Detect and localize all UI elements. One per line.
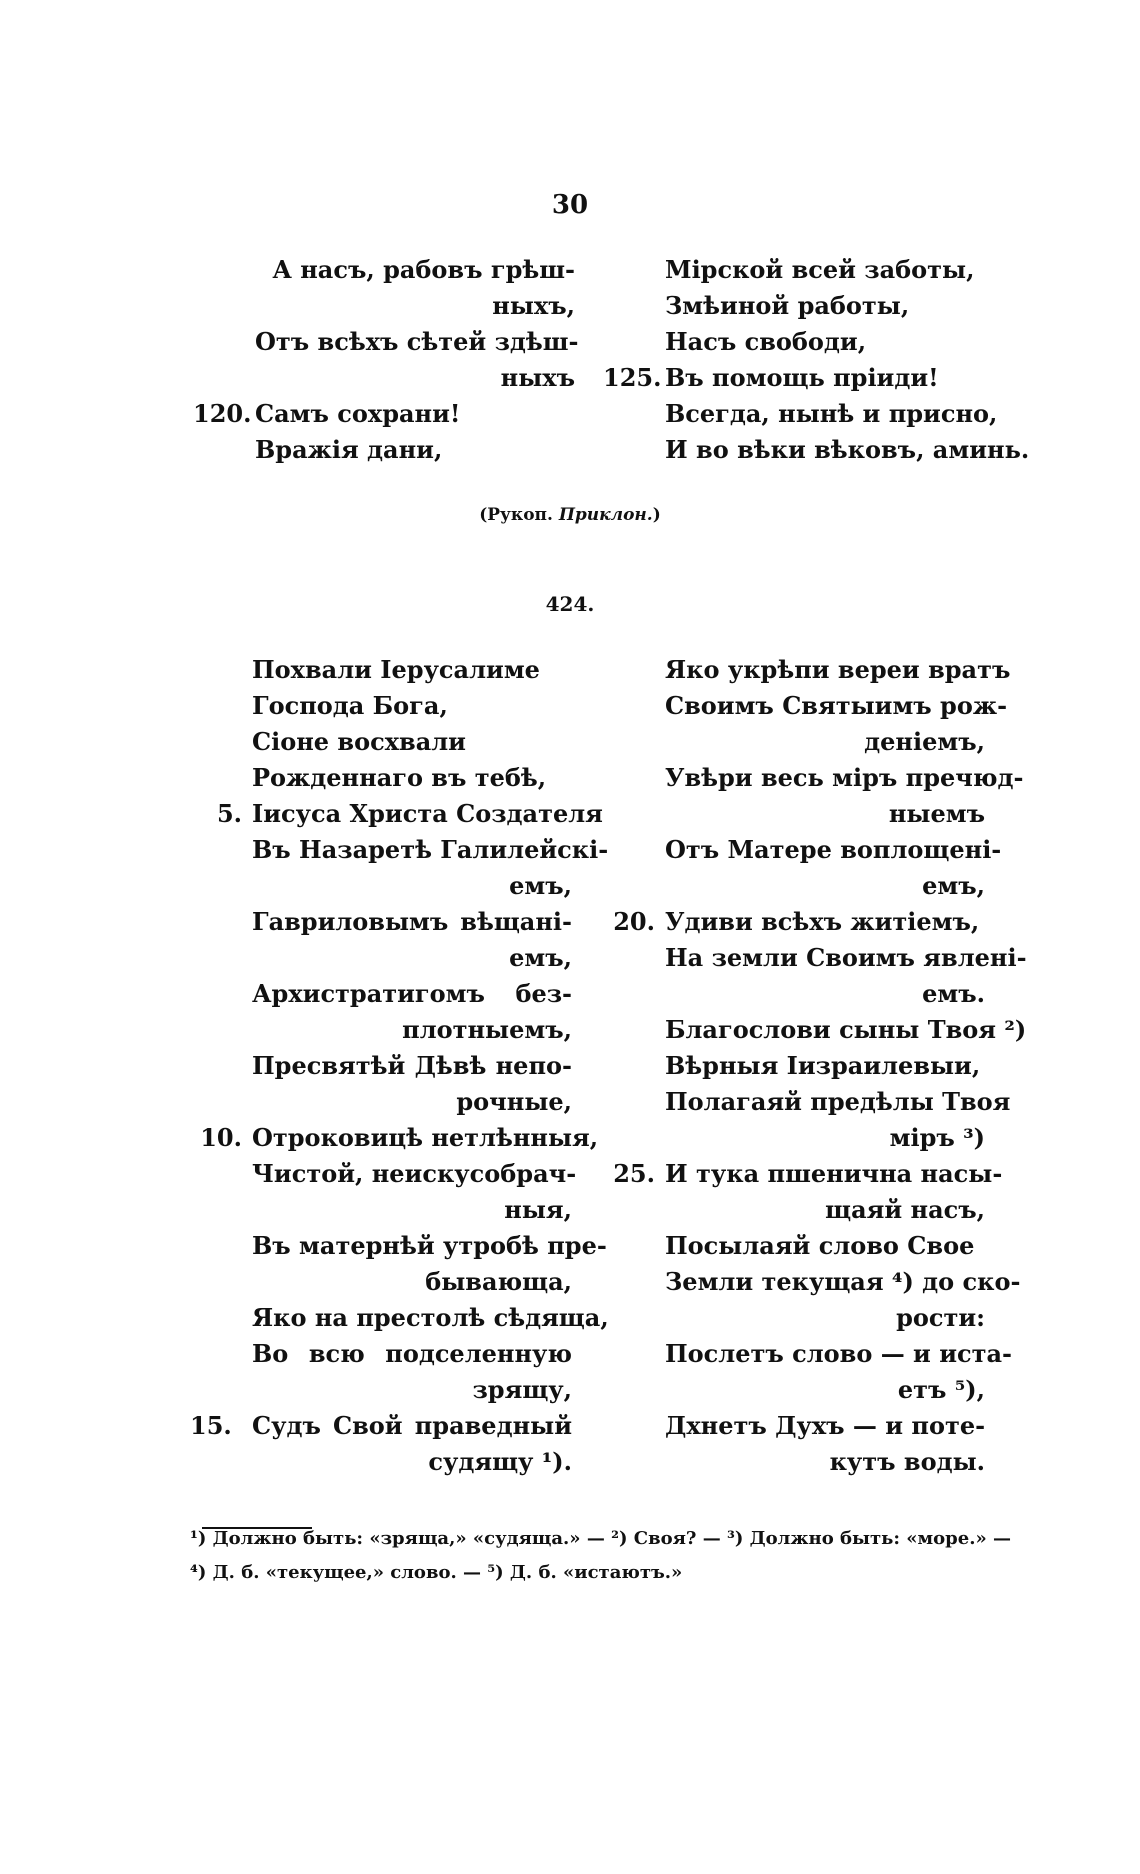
verse-line [252, 1300, 609, 1336]
verse-text: рости: [896, 1303, 985, 1332]
verse-text: Самъ сохрани! [255, 399, 461, 428]
verse-line [665, 1192, 985, 1228]
verse-text: Отъ всѣхъ сѣтей здѣш- [255, 327, 579, 356]
poem-number: 424. [545, 592, 595, 616]
verse-text: Господа Бога, [252, 691, 448, 720]
page-number: 30 [551, 190, 589, 220]
verse-line [665, 1084, 1011, 1120]
source-name: Приклон. [558, 505, 653, 525]
verse-text: ныя, [504, 1195, 572, 1224]
verse-line [613, 1156, 1003, 1192]
verse-text: Увѣри весь міръ пречюд- [665, 763, 1024, 792]
verse-text: Рожденнаго въ тебѣ, [252, 763, 547, 792]
verse-text: Отъ Матере воплощені- [665, 835, 1002, 864]
verse-line [255, 360, 575, 396]
verse-text: Отроковицѣ нетлѣнныя, [252, 1123, 599, 1152]
verse-text: етъ ⁵), [897, 1375, 985, 1404]
verse-line [665, 724, 985, 760]
verse-text: Похвали Іерусалиме [252, 655, 540, 684]
source-prefix: (Рукоп. [479, 505, 553, 525]
verse-line [665, 1300, 985, 1336]
verse-line [665, 868, 985, 904]
verse-line [665, 1048, 985, 1084]
verse-line [255, 432, 575, 468]
verse-line [252, 1264, 572, 1300]
verse-text: кутъ воды. [829, 1447, 985, 1476]
line-number: 20. [613, 907, 655, 936]
verse-text: Пресвятѣй Дѣвѣ непо- [252, 1051, 572, 1080]
verse-line [665, 324, 985, 360]
verse-text: Архистратигомъ без- [252, 979, 572, 1008]
verse-line [190, 1408, 572, 1444]
verse-text: Посылаяй слово Свое [665, 1231, 975, 1260]
verse-text: А насъ, рабовъ грѣш- [272, 255, 575, 284]
line-number: 15. [190, 1411, 232, 1440]
verse-line [665, 1372, 985, 1408]
verse-line [665, 396, 998, 432]
verse-text: Змѣиной работы, [665, 291, 910, 320]
verse-line [665, 1444, 985, 1480]
verse-line [193, 396, 575, 432]
verse-text: Дхнетъ Духъ — и поте- [665, 1411, 986, 1440]
verse-text: Насъ свободи, [665, 327, 867, 356]
verse-line [665, 288, 985, 324]
verse-text: емъ. [922, 979, 985, 1008]
line-number: 5. [216, 799, 242, 828]
source-suffix: ) [652, 505, 661, 525]
verse-line [665, 688, 1008, 724]
verse-line [665, 832, 1002, 868]
verse-line [252, 940, 572, 976]
verse-text: Во всю подселенную [252, 1339, 572, 1368]
verse-line [613, 904, 985, 940]
verse-text: Яко на престолѣ сѣдяща, [252, 1303, 609, 1332]
verse-text: На земли Своимъ явлені- [665, 943, 1027, 972]
verse-text: Благослови сыны Твоя ²) [665, 1015, 1027, 1044]
verse-text: Въ Назаретѣ Галилейскі- [252, 835, 609, 864]
verse-line [252, 652, 572, 688]
verse-text: Яко укрѣпи вереи вратъ [665, 655, 1011, 684]
verse-line [665, 1120, 985, 1156]
verse-line [665, 760, 1024, 796]
verse-text: Своимъ Святыимъ рож- [665, 691, 1008, 720]
verse-text: Послетъ слово — и иста- [665, 1339, 1013, 1368]
verse-text: Удиви всѣхъ житіемъ, [665, 907, 980, 936]
verse-text: Въ матернѣй утробѣ пре- [252, 1231, 607, 1260]
verse-text: Всегда, нынѣ и присно, [665, 399, 998, 428]
verse-line [252, 1192, 572, 1228]
verse-text: деніемъ, [864, 727, 985, 756]
top-poem-left-column [193, 252, 579, 468]
verse-line [665, 940, 1027, 976]
line-number: 25. [613, 1159, 655, 1188]
verse-line [252, 724, 572, 760]
verse-text: Вѣрныя Іизраилевыи, [665, 1051, 981, 1080]
verse-text: Іисуса Христа Создателя [252, 799, 603, 828]
verse-line [252, 1336, 572, 1372]
source-citation [0, 505, 1140, 525]
verse-text: емъ, [509, 871, 572, 900]
verse-line [665, 432, 1030, 468]
verse-line [665, 1336, 1013, 1372]
verse-line [252, 868, 572, 904]
verse-line [252, 1372, 572, 1408]
verse-text: емъ, [922, 871, 985, 900]
verse-line [665, 1228, 985, 1264]
main-poem-left-column [190, 652, 609, 1480]
verse-text: И во вѣки вѣковъ, аминь. [665, 435, 1030, 464]
footnote-line: ⁴) Д. б. «текущее,» слово. — ⁵) Д. б. «истаютъ.» [190, 1562, 683, 1583]
line-number: 125. [603, 363, 662, 392]
line-number: 120. [193, 399, 252, 428]
verse-line [665, 252, 985, 288]
verse-text: ныхъ [500, 363, 575, 392]
verse-text: рочные, [456, 1087, 572, 1116]
verse-line [252, 688, 572, 724]
verse-text: міръ ³) [889, 1123, 985, 1152]
verse-text: ныхъ, [492, 291, 575, 320]
verse-line [665, 1264, 1021, 1300]
verse-line [665, 796, 985, 832]
footnote-line: ¹) Должно быть: «зряща,» «судяща.» — ²) Своя? — ³) Должно быть: «море.» — [190, 1528, 1012, 1549]
verse-line [252, 1228, 607, 1264]
verse-line [252, 976, 572, 1012]
verse-text: бывающа, [425, 1267, 572, 1296]
verse-text: И тука пшенична насы- [665, 1159, 1003, 1188]
verse-text: Гавриловымъ вѣщані- [252, 907, 572, 936]
verse-text: ныемъ [888, 799, 985, 828]
verse-text: Мірской всей заботы, [665, 255, 975, 284]
main-poem-right-column [613, 652, 1027, 1480]
verse-line [255, 288, 575, 324]
verse-line [255, 324, 579, 360]
verse-text: Въ помощь пріиди! [665, 363, 939, 392]
verse-line [252, 1156, 577, 1192]
verse-line [200, 1120, 599, 1156]
verse-line [252, 904, 572, 940]
verse-text: Полагаяй предѣлы Твоя [665, 1087, 1011, 1116]
verse-line [252, 1012, 572, 1048]
verse-text: емъ, [509, 943, 572, 972]
verse-text: Судъ Свой праведный [252, 1411, 572, 1440]
verse-line [665, 652, 1011, 688]
verse-line [665, 1012, 1027, 1048]
verse-line [255, 252, 575, 288]
verse-line [252, 1048, 572, 1084]
verse-text: Сіоне восхвали [252, 727, 466, 756]
verse-line [252, 832, 609, 868]
verse-text: плотныемъ, [402, 1015, 572, 1044]
verse-line [216, 796, 603, 832]
footnotes [190, 1522, 1012, 1590]
top-poem-right-column [603, 252, 1030, 468]
verse-text: зрящу, [472, 1375, 572, 1404]
verse-line [603, 360, 985, 396]
verse-text: Вражія дани, [255, 435, 443, 464]
verse-line [665, 976, 985, 1012]
verse-text: Земли текущая ⁴) до ско- [665, 1267, 1021, 1296]
verse-text: судящу ¹). [428, 1447, 572, 1476]
verse-line [252, 760, 572, 796]
verse-line [252, 1084, 572, 1120]
verse-line [665, 1408, 985, 1444]
verse-text: Чистой, неискусобрач- [252, 1159, 577, 1188]
verse-text: щаяй насъ, [825, 1195, 985, 1224]
line-number: 10. [200, 1123, 242, 1152]
verse-line [252, 1444, 572, 1480]
